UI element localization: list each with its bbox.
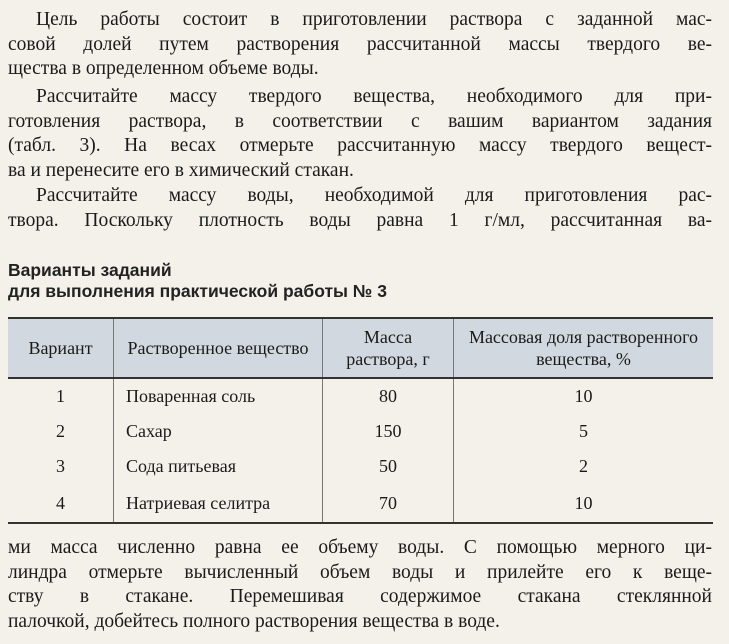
paragraph-goal (8, 8, 712, 82)
text-line: твора. Поскольку плотность воды равна 1 г/мл, рассчитанная ва- (8, 209, 712, 231)
variants-table (8, 317, 713, 524)
text-line: Рассчитайте массу твердого вещества, необходимого для при- (36, 86, 712, 107)
table-header-row (8, 318, 713, 378)
cell-variant: 4 (8, 484, 114, 523)
cell-fraction: 10 (454, 484, 714, 523)
cell-substance: Сода питьевая (114, 449, 323, 484)
header-mass-fraction: Массовая доля растворенного вещества, % (454, 318, 714, 378)
text-line: Рассчитайте массу воды, необходимой для приготовления рас- (36, 185, 712, 206)
cell-variant: 1 (56, 386, 65, 406)
cell-variant: 3 (56, 456, 65, 476)
cell-variant: 2 (56, 421, 65, 441)
header-substance: Растворенное вещество (114, 318, 323, 378)
paragraph-water-volume (8, 536, 712, 634)
cell-fraction: 2 (454, 449, 714, 484)
text-line: ва и перенесите его в химический стакан. (8, 159, 354, 181)
paragraph-water-mass (8, 184, 712, 233)
caption-line: Варианты заданий (8, 260, 172, 280)
text-line: ми масса численно равна ее объему воды. С помощью мерного ци- (8, 537, 712, 558)
cell-substance: Сахар (114, 414, 323, 449)
text-line: (табл. 3). На весах отмерьте рассчитанную массу твердого вещест- (8, 135, 712, 156)
cell-substance: Поваренная соль (114, 378, 323, 414)
text-line: ству в стакане. Перемешивая содержимое стакана стеклянной (8, 586, 712, 607)
table-row (8, 414, 713, 449)
text-line: палочкой, добейтесь полного растворения вещества в воде. (8, 610, 500, 632)
table-row (8, 484, 713, 523)
cell-substance: Натриевая селитра (114, 484, 323, 523)
cell-mass: 50 (323, 449, 454, 484)
cell-mass: 70 (323, 484, 454, 523)
table-row (8, 378, 713, 414)
text-line: готовления раствора, в соответствии с вашим вариантом задания (8, 110, 712, 132)
table-row (8, 449, 713, 484)
text-line: линдра отмерьте вычисленный объем воды и прилейте его к веще- (8, 561, 712, 583)
table-caption (8, 260, 387, 302)
text-line: Цель работы состоит в приготовлении раствора с заданной мас- (36, 9, 712, 30)
header-solution-mass: Масса раствора, г (323, 318, 454, 378)
caption-line: для выполнения практической работы № 3 (8, 281, 387, 301)
text-line: совой долей путем растворения рассчитанной массы твердого ве- (8, 33, 712, 55)
paragraph-solid-mass (8, 85, 712, 183)
text-line: щества в определенном объеме воды. (8, 58, 319, 79)
cell-mass: 150 (323, 414, 454, 449)
cell-fraction: 5 (454, 414, 714, 449)
cell-mass: 80 (323, 378, 454, 414)
header-variant: Вариант (8, 318, 114, 378)
cell-fraction: 10 (454, 378, 714, 414)
